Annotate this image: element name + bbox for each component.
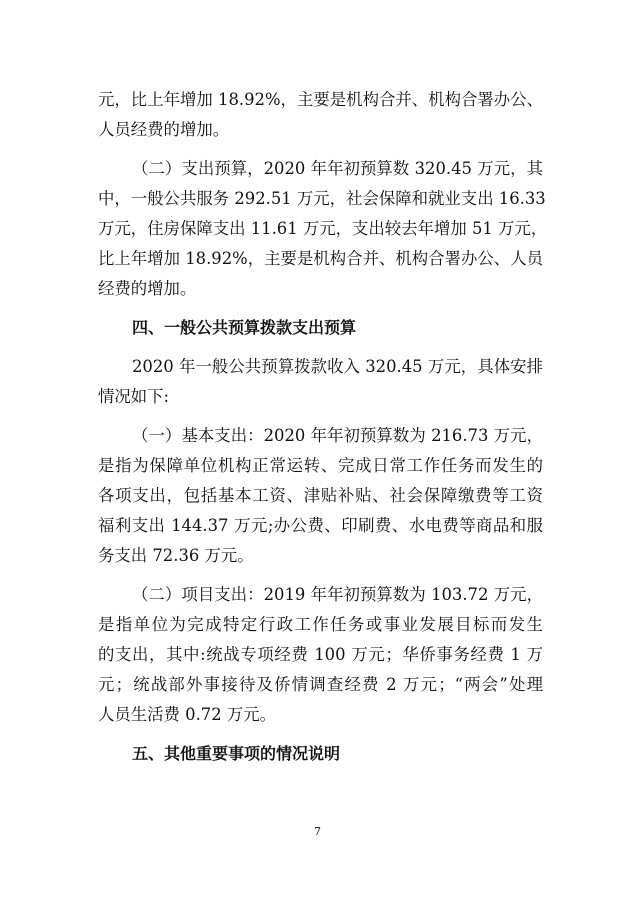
paragraph-line: 各项支出，包括基本工资、津贴补贴、社会保障缴费等工资	[98, 486, 543, 505]
paragraph-line: 中，一般公共服务 292.51 万元，社会保障和就业支出 16.33	[98, 189, 546, 208]
paragraph-line: 情况如下:	[98, 387, 170, 406]
paragraph-line: 福利支出 144.37 万元;办公费、印刷费、水电费等商品和服	[98, 516, 543, 535]
paragraph-line: （一）基本支出：2020 年年初预算数为 216.73 万元，	[132, 426, 543, 445]
paragraph-line: 2020 年一般公共预算拨款收入 320.45 万元，具体安排	[132, 357, 543, 376]
paragraph-line: 经费的增加。	[98, 279, 197, 298]
paragraph-line: 人员生活费 0.72 万元。	[98, 705, 277, 724]
paragraph-line: 元；统战部外事接待及侨情调查经费 2 万元；“两会”处理	[98, 675, 543, 694]
paragraph-line: 的支出，其中:统战专项经费 100 万元；华侨事务经费 1 万	[98, 645, 543, 664]
section-heading-5: 五、其他重要事项的情况说明	[132, 744, 341, 763]
paragraph-line: （二）支出预算，2020 年年初预算数 320.45 万元，其	[132, 159, 543, 178]
paragraph-line: 万元，住房保障支出 11.61 万元，支出较去年增加 51 万元，	[98, 219, 548, 238]
paragraph-line: 比上年增加 18.92%，主要是机构合并、机构合署办公、人员	[98, 249, 543, 268]
paragraph-line: 元，比上年增加 18.92%，主要是机构合并、机构合署办公、	[98, 90, 543, 109]
paragraph-line: 人员经费的增加。	[98, 120, 230, 139]
section-heading-4: 四、一般公共预算拨款支出预算	[132, 318, 357, 337]
paragraph-line: 是指为保障单位机构正常运转、完成日常工作任务而发生的	[98, 456, 543, 475]
paragraph-line: 务支出 72.36 万元。	[98, 546, 254, 565]
paragraph-line: 是指单位为完成特定行政工作任务或事业发展目标而发生	[98, 615, 543, 634]
paragraph-line: （二）项目支出：2019 年年初预算数为 103.72 万元，	[132, 585, 543, 604]
page-number: 7	[314, 825, 321, 838]
document-body	[98, 85, 548, 769]
